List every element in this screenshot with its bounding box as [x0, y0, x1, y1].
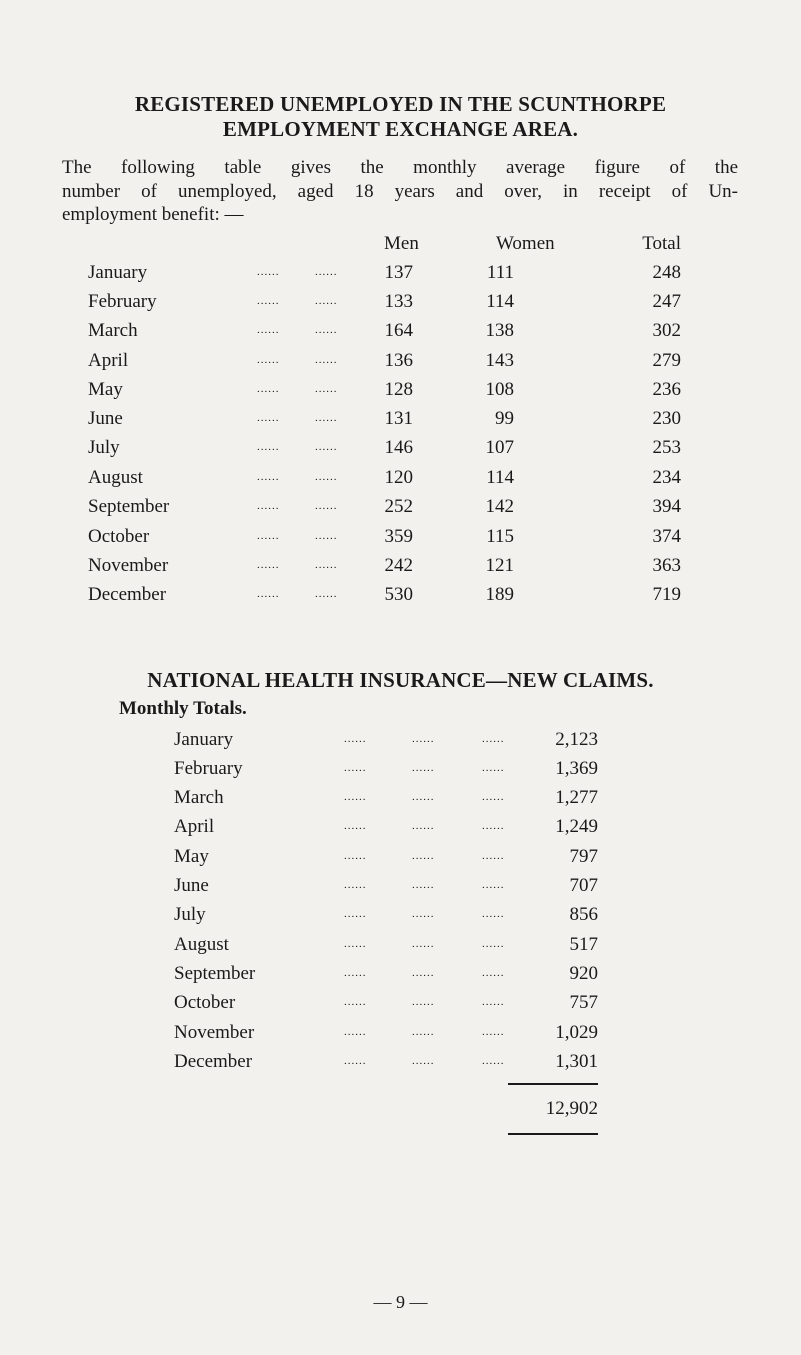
men-value: 164 [384, 320, 413, 341]
list-item [0, 1018, 801, 1047]
month-label: November [88, 555, 169, 576]
total-value: 374 [652, 526, 681, 547]
dot-leader: ...... [315, 500, 338, 512]
men-value: 133 [384, 291, 413, 312]
list-item [0, 930, 801, 959]
women-value: 115 [486, 526, 514, 547]
dot-leader: ...... [412, 908, 435, 920]
dot-leader: ...... [482, 762, 505, 774]
dot-leader: ...... [315, 441, 338, 453]
dot-leader: ...... [344, 967, 367, 979]
list-item [0, 1047, 801, 1076]
women-value: 143 [485, 350, 514, 371]
list-item [0, 725, 801, 754]
claims-value: 1,029 [555, 1022, 598, 1043]
dot-leader: ...... [344, 762, 367, 774]
list-item [0, 812, 801, 841]
month-label: June [174, 875, 209, 896]
month-label: October [174, 992, 236, 1013]
month-label: May [174, 846, 209, 867]
claims-value: 517 [569, 934, 598, 955]
total-value: 253 [652, 437, 681, 458]
dot-leader: ...... [482, 879, 505, 891]
intro-text-line-2: number of unemployed, aged 18 years and over, in receipt of Un- [62, 181, 738, 202]
month-label: May [88, 379, 123, 400]
claims-value: 1,301 [555, 1051, 598, 1072]
month-label: September [88, 496, 170, 517]
month-label: April [174, 816, 215, 837]
claims-value: 757 [569, 992, 598, 1013]
women-value: 111 [486, 262, 514, 283]
claims-value: 1,249 [555, 816, 598, 837]
dot-leader: ...... [344, 1055, 367, 1067]
month-label: March [88, 320, 138, 341]
dot-leader: ...... [315, 530, 338, 542]
total-value: 719 [652, 584, 681, 605]
dot-leader: ...... [344, 908, 367, 920]
dot-leader: ...... [482, 850, 505, 862]
column-header-total: Total [642, 233, 681, 254]
total-value: 363 [652, 555, 681, 576]
dot-leader: ...... [257, 500, 280, 512]
dot-leader: ...... [315, 588, 338, 600]
dot-leader: ...... [482, 1055, 505, 1067]
month-label: January [174, 729, 234, 750]
claims-value: 707 [569, 875, 598, 896]
dot-leader: ...... [344, 1026, 367, 1038]
dot-leader: ...... [344, 879, 367, 891]
claims-value: 2,123 [555, 729, 598, 750]
dot-leader: ...... [257, 324, 280, 336]
claims-value: 920 [569, 963, 598, 984]
men-value: 128 [384, 379, 413, 400]
page-title-line-2: EMPLOYMENT EXCHANGE AREA. [222, 117, 579, 141]
total-value: 302 [652, 320, 681, 341]
column-header-women: Women [496, 233, 555, 254]
men-value: 136 [384, 350, 413, 371]
dot-leader: ...... [344, 820, 367, 832]
men-value: 530 [384, 584, 413, 605]
month-label: September [174, 963, 256, 984]
dot-leader: ...... [412, 938, 435, 950]
dot-leader: ...... [482, 791, 505, 803]
total-value: 279 [652, 350, 681, 371]
dot-leader: ...... [412, 791, 435, 803]
dot-leader: ...... [412, 996, 435, 1008]
list-item [0, 754, 801, 783]
dot-leader: ...... [315, 295, 338, 307]
grand-total: 12,902 [545, 1098, 598, 1119]
claims-value: 856 [569, 904, 598, 925]
month-label: October [88, 526, 150, 547]
dot-leader: ...... [257, 354, 280, 366]
dot-leader: ...... [257, 295, 280, 307]
nhi-section-subtitle: Monthly Totals. [119, 698, 247, 719]
column-header-men: Men [384, 233, 419, 254]
table-row [0, 375, 801, 404]
claims-value: 797 [569, 846, 598, 867]
dot-leader: ...... [315, 559, 338, 571]
women-value: 142 [485, 496, 514, 517]
intro-text-line-3: employment benefit: — [62, 204, 244, 225]
table-row [0, 463, 801, 492]
men-value: 137 [384, 262, 413, 283]
total-value: 236 [652, 379, 681, 400]
total-value: 394 [652, 496, 681, 517]
dot-leader: ...... [482, 938, 505, 950]
men-value: 359 [384, 526, 413, 547]
claims-value: 1,277 [555, 787, 598, 808]
dot-leader: ...... [257, 588, 280, 600]
women-value: 107 [485, 437, 514, 458]
men-value: 146 [384, 437, 413, 458]
month-label: December [174, 1051, 253, 1072]
month-label: December [88, 584, 167, 605]
month-label: August [174, 934, 229, 955]
total-rule-bottom [508, 1133, 598, 1135]
total-value: 248 [652, 262, 681, 283]
dot-leader: ...... [315, 354, 338, 366]
total-rule-top [508, 1083, 598, 1085]
dot-leader: ...... [344, 996, 367, 1008]
table-row [0, 404, 801, 433]
dot-leader: ...... [257, 412, 280, 424]
dot-leader: ...... [315, 412, 338, 424]
dot-leader: ...... [257, 441, 280, 453]
dot-leader: ...... [344, 850, 367, 862]
dot-leader: ...... [344, 791, 367, 803]
dot-leader: ...... [412, 762, 435, 774]
claims-value: 1,369 [555, 758, 598, 779]
intro-text-line-1: The following table gives the monthly average figure of the [62, 157, 738, 178]
dot-leader: ...... [344, 938, 367, 950]
women-value: 138 [485, 320, 514, 341]
table-row [0, 287, 801, 316]
dot-leader: ...... [482, 733, 505, 745]
month-label: February [174, 758, 243, 779]
men-value: 120 [384, 467, 413, 488]
dot-leader: ...... [257, 471, 280, 483]
dot-leader: ...... [344, 733, 367, 745]
men-value: 252 [384, 496, 413, 517]
men-value: 131 [384, 408, 413, 429]
dot-leader: ...... [315, 266, 338, 278]
list-item [0, 842, 801, 871]
table-row [0, 346, 801, 375]
table-row [0, 522, 801, 551]
list-item [0, 988, 801, 1017]
table-row [0, 551, 801, 580]
dot-leader: ...... [315, 471, 338, 483]
dot-leader: ...... [412, 820, 435, 832]
dot-leader: ...... [315, 324, 338, 336]
women-value: 189 [485, 584, 514, 605]
dot-leader: ...... [412, 1055, 435, 1067]
page-number: — 9 — [373, 1292, 428, 1312]
list-item [0, 959, 801, 988]
month-label: July [174, 904, 206, 925]
dot-leader: ...... [482, 820, 505, 832]
month-label: November [174, 1022, 255, 1043]
dot-leader: ...... [412, 733, 435, 745]
table-row [0, 316, 801, 345]
nhi-section-title: NATIONAL HEALTH INSURANCE—NEW CLAIMS. [147, 668, 654, 692]
list-item [0, 900, 801, 929]
dot-leader: ...... [257, 383, 280, 395]
total-value: 247 [652, 291, 681, 312]
table-row [0, 492, 801, 521]
women-value: 114 [486, 291, 514, 312]
women-value: 121 [485, 555, 514, 576]
dot-leader: ...... [257, 266, 280, 278]
dot-leader: ...... [257, 559, 280, 571]
dot-leader: ...... [412, 850, 435, 862]
table-row [0, 258, 801, 287]
dot-leader: ...... [482, 996, 505, 1008]
list-item [0, 871, 801, 900]
total-value: 234 [652, 467, 681, 488]
month-label: July [88, 437, 120, 458]
dot-leader: ...... [315, 383, 338, 395]
dot-leader: ...... [482, 1026, 505, 1038]
dot-leader: ...... [412, 1026, 435, 1038]
month-label: January [88, 262, 148, 283]
dot-leader: ...... [257, 530, 280, 542]
women-value: 114 [486, 467, 514, 488]
month-label: February [88, 291, 157, 312]
month-label: March [174, 787, 224, 808]
page-title-line-1: REGISTERED UNEMPLOYED IN THE SCUNTHORPE [134, 92, 667, 116]
table-row [0, 580, 801, 609]
month-label: August [88, 467, 143, 488]
month-label: June [88, 408, 123, 429]
table-row [0, 433, 801, 462]
dot-leader: ...... [412, 967, 435, 979]
women-value: 108 [485, 379, 514, 400]
women-value: 99 [495, 408, 514, 429]
men-value: 242 [384, 555, 413, 576]
dot-leader: ...... [482, 967, 505, 979]
month-label: April [88, 350, 129, 371]
total-value: 230 [652, 408, 681, 429]
list-item [0, 783, 801, 812]
dot-leader: ...... [412, 879, 435, 891]
dot-leader: ...... [482, 908, 505, 920]
